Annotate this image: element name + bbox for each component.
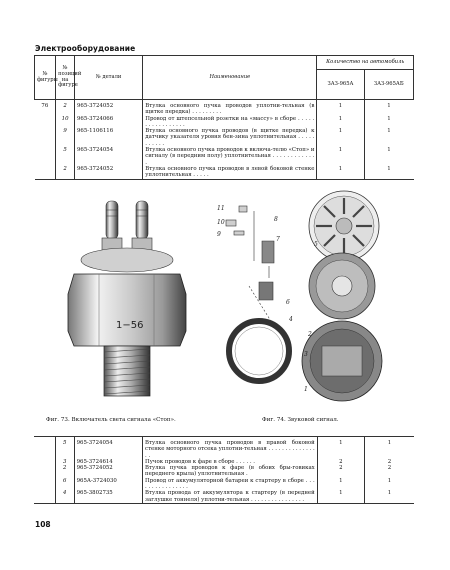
- cell-qty1: 1: [317, 166, 364, 179]
- section-title: Электрооборудование: [35, 44, 136, 53]
- table-row: [35, 100, 414, 116]
- table-body-bottom: [34, 437, 414, 504]
- cell-qty2: 1: [364, 490, 414, 503]
- cell-name: Провод от штепсельной розетки на «массу» в сборе . . . . . . . . . . . . . . . . .: [143, 116, 317, 129]
- cell-pos: 9: [56, 128, 75, 147]
- cell-qty1: 1: [317, 100, 364, 116]
- cell-part: 965-3724052: [74, 465, 142, 478]
- cell-fig: [35, 128, 56, 147]
- cell-qty2: 2: [387, 458, 392, 465]
- cell-part: 965-1106116: [75, 128, 143, 147]
- cell-qty1: 1: [317, 147, 364, 166]
- cell-fig: [35, 166, 56, 179]
- horn-illustration: [214, 186, 414, 406]
- cell-fig: 76: [35, 100, 56, 116]
- table-row: [35, 128, 414, 147]
- cell-fig: [34, 437, 55, 459]
- cell-qty2: 1: [387, 440, 392, 446]
- label-6: 6: [286, 299, 290, 306]
- page-number: 108: [35, 520, 51, 529]
- label-4: 4: [289, 316, 293, 323]
- label-5: 5: [314, 241, 318, 248]
- cell-name: Втулка основного пучка проводов в правой боковой стенке моторного отсека уплотни-тельная . . . . . . . . . . . . . . . .: [143, 437, 318, 459]
- cell-pos: 10: [56, 116, 75, 129]
- header-qty1: ЗАЗ-965А: [317, 70, 364, 100]
- cell-qty2: 1: [387, 103, 391, 109]
- header-fig: № фигуры: [35, 56, 56, 100]
- cell-pos: 2: [56, 100, 75, 116]
- cell-fig: [35, 147, 56, 166]
- cell-pos: 5: [56, 147, 75, 166]
- cell-part: 965-3724614: [74, 459, 142, 465]
- cell-name: Втулка провода от аккумулятора к стартеру (в передней заглушке тоннеля) уплотни-тельная . . . . . . . . . . . . . . . .: [143, 490, 318, 503]
- cell-fig: [34, 465, 55, 478]
- parts-table-top: [34, 55, 414, 180]
- cell-part: 965-3724052: [75, 100, 143, 116]
- cell-pos: 4: [55, 490, 74, 503]
- switch-marking: 1−56: [116, 320, 144, 331]
- cell-qty1: 1: [317, 478, 364, 491]
- table-body-top: [35, 100, 414, 180]
- fig74-caption: Фиг. 74. Звуковой сигнал.: [262, 417, 339, 423]
- cell-qty1: 2: [317, 465, 364, 478]
- cell-pos: 3: [55, 459, 74, 465]
- table-row: [34, 465, 414, 478]
- cell-qty2: 1: [387, 115, 391, 122]
- header-qty-group: Количество на автомобиль: [317, 56, 414, 70]
- cell-qty2: 1: [387, 147, 391, 154]
- cell-pos: 5: [55, 437, 74, 459]
- stop-switch-illustration: [54, 196, 204, 406]
- cell-part: 965-3724054: [75, 147, 143, 166]
- cell-qty2: 1: [364, 166, 413, 179]
- cell-part: 965-3724066: [75, 116, 143, 129]
- cell-name: Провод от аккумуляторной батареи к стартеру в сборе . . . . . . . . . . . . . . . .: [143, 478, 318, 491]
- cell-fig: [34, 478, 55, 491]
- cell-qty2: 1: [387, 128, 391, 135]
- cell-name: Пучок проводов к фаре в сборе . . . . . .: [143, 459, 318, 465]
- label-3: 3: [304, 351, 308, 358]
- cell-qty1: 1: [317, 116, 364, 129]
- cell-qty2: 2: [387, 465, 392, 472]
- label-1: 1: [304, 386, 308, 393]
- cell-qty1: 1: [317, 437, 364, 459]
- label-9: 9: [217, 231, 221, 238]
- cell-fig: [34, 490, 55, 503]
- cell-fig: [35, 116, 56, 129]
- header-part: № детали: [75, 56, 143, 100]
- label-8: 8: [274, 216, 278, 223]
- cell-name: Втулка основного пучка проводов к включа-телю «Стоп» и сигналу (в передним полу) уплотнительная . . . . . . . . . . . . .: [143, 147, 317, 166]
- header-name: Наименование: [143, 56, 317, 100]
- label-11: 11: [217, 205, 225, 212]
- cell-name: Втулка пучка проводов к фаре (в обоих бры-говиках переднего крыла) уплотнительная .: [143, 465, 318, 478]
- cell-part: 965А-3724030: [74, 478, 142, 491]
- table-row: [34, 478, 414, 491]
- label-10: 10: [217, 219, 225, 226]
- parts-table-bottom: [34, 436, 414, 504]
- cell-qty1: 2: [317, 459, 364, 465]
- cell-qty2: 1: [387, 477, 392, 484]
- cell-qty1: 1: [317, 128, 364, 147]
- cell-qty1: 1: [317, 490, 364, 503]
- cell-part: 965-3724054: [74, 437, 142, 459]
- cell-name: Втулка основного пучка проводов (в щитке передка) к датчику указателя уровня бен-зина уплотнительная . . . . . . . . . . .: [143, 128, 317, 147]
- header-qty2: ЗАЗ-965АБ: [364, 70, 413, 100]
- table-row: [35, 147, 414, 166]
- table-row: [35, 166, 414, 179]
- cell-part: 965-3724052: [75, 166, 143, 179]
- cell-pos: 6: [55, 478, 74, 491]
- table-row: [34, 490, 414, 503]
- table-row: [34, 437, 414, 459]
- figures-area: [34, 186, 414, 436]
- cell-pos: 2: [55, 465, 74, 478]
- cell-pos: 2: [56, 166, 75, 179]
- cell-part: 965-3802735: [74, 490, 142, 503]
- table-row: [35, 116, 414, 129]
- label-2: 2: [308, 331, 312, 338]
- label-7: 7: [276, 236, 280, 243]
- fig73-caption: Фиг. 73. Включатель света сигнала «Стоп».: [46, 417, 176, 423]
- header-pos: № позиций на фигуре: [56, 56, 75, 100]
- cell-name: Втулка основного пучка проводов уплотни-тельная (в щитке передка) . . . . . . . . .: [143, 100, 317, 116]
- cell-name: Втулка основного пучка проводов в левой боковой стенке уплотнительная . . . . .: [143, 166, 317, 179]
